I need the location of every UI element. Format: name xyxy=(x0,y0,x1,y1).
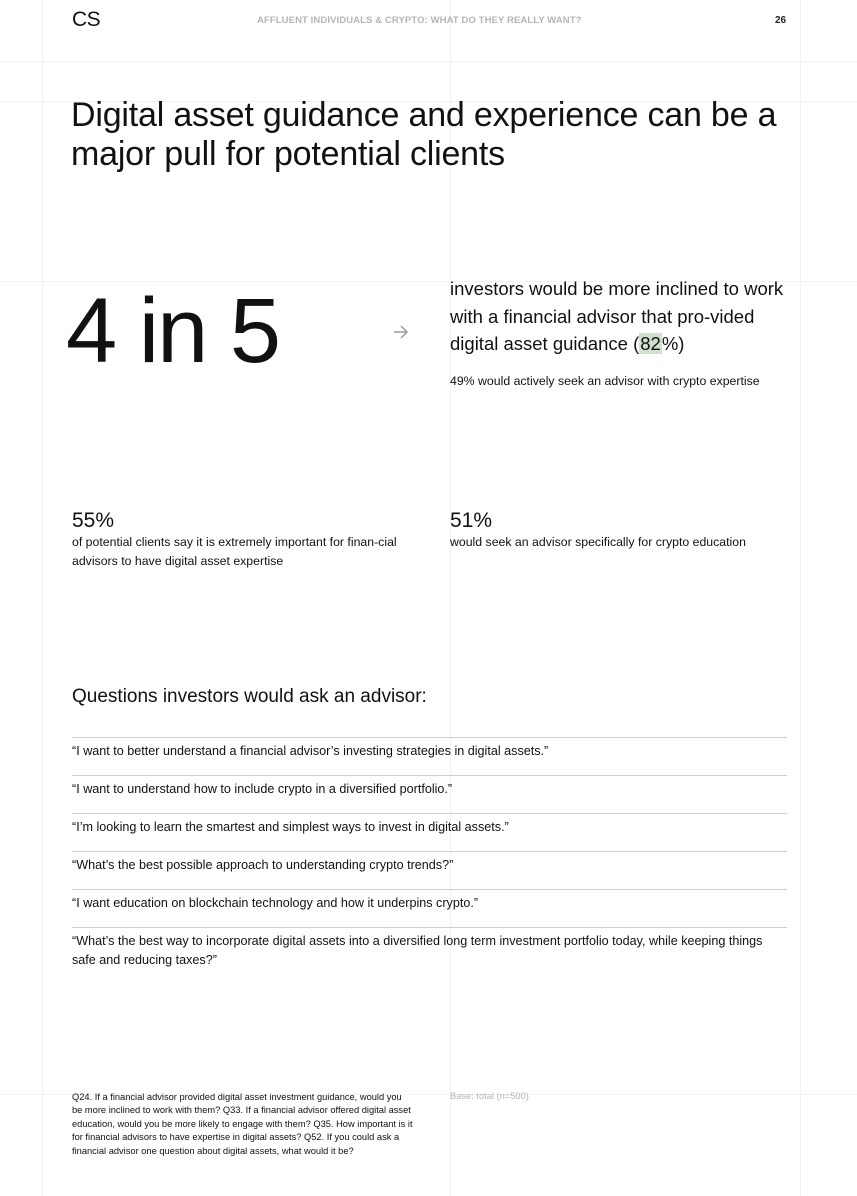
running-title: AFFLUENT INDIVIDUALS & CRYPTO: WHAT DO THEY REALLY WANT? xyxy=(257,15,582,26)
grid-line xyxy=(450,0,451,1196)
page-title: Digital asset guidance and experience can be a major pull for potential clients xyxy=(71,96,777,173)
main-stat-description xyxy=(450,275,795,358)
stat-value: 55% xyxy=(72,509,115,532)
stat-description: of potential clients say it is extremely important for finan-cial advisors to have digital asset expertise xyxy=(72,535,397,568)
main-stat-value: 4 in 5 xyxy=(66,280,280,382)
question-item: “I want to understand how to include crypto in a diversified portfolio.” xyxy=(72,775,787,813)
question-item: “I want to better understand a financial advisor’s investing strategies in digital assets.” xyxy=(72,737,787,775)
base-note: Base: total (n=500) xyxy=(450,1091,529,1101)
question-item: “What’s the best possible approach to understanding crypto trends?” xyxy=(72,851,787,889)
main-stat-description-before: investors would be more inclined to work with a financial advisor that pro-vided digital asset guidance ( xyxy=(450,278,784,354)
questions-title: Questions investors would ask an advisor: xyxy=(72,686,427,707)
page-number: 26 xyxy=(775,15,787,26)
logo: CS xyxy=(72,8,101,31)
highlighted-percentage: 82 xyxy=(640,333,661,354)
grid-line xyxy=(42,0,43,1196)
question-item: “I want education on blockchain technology and how it underpins crypto.” xyxy=(72,889,787,927)
arrow-right-icon xyxy=(391,322,411,342)
main-stat-description-after: %) xyxy=(661,333,685,354)
questions-list xyxy=(72,737,787,984)
grid-line xyxy=(800,0,801,1196)
footnote: Q24. If a financial advisor provided digital asset investment guidance, would you be more inclined to work with them? Q33. If a financial advisor offered digital asset education, would you be more likely to engage with them? Q35. How important is it for financial advisors to have expertise in digital assets? Q52. If you could ask a financial advisor one question about digital assets, what would it be? xyxy=(72,1092,413,1156)
grid-line xyxy=(0,61,857,62)
main-stat-subtext: 49% would actively seek an advisor with crypto expertise xyxy=(450,374,760,388)
stat-value: 51% xyxy=(450,509,493,532)
question-item: “What’s the best way to incorporate digital assets into a diversified long term investment portfolio today, while keeping things safe and reducing taxes?” xyxy=(72,927,787,984)
question-item: “I’m looking to learn the smartest and simplest ways to invest in digital assets.” xyxy=(72,813,787,851)
stat-description: would seek an advisor specifically for crypto education xyxy=(450,535,746,549)
